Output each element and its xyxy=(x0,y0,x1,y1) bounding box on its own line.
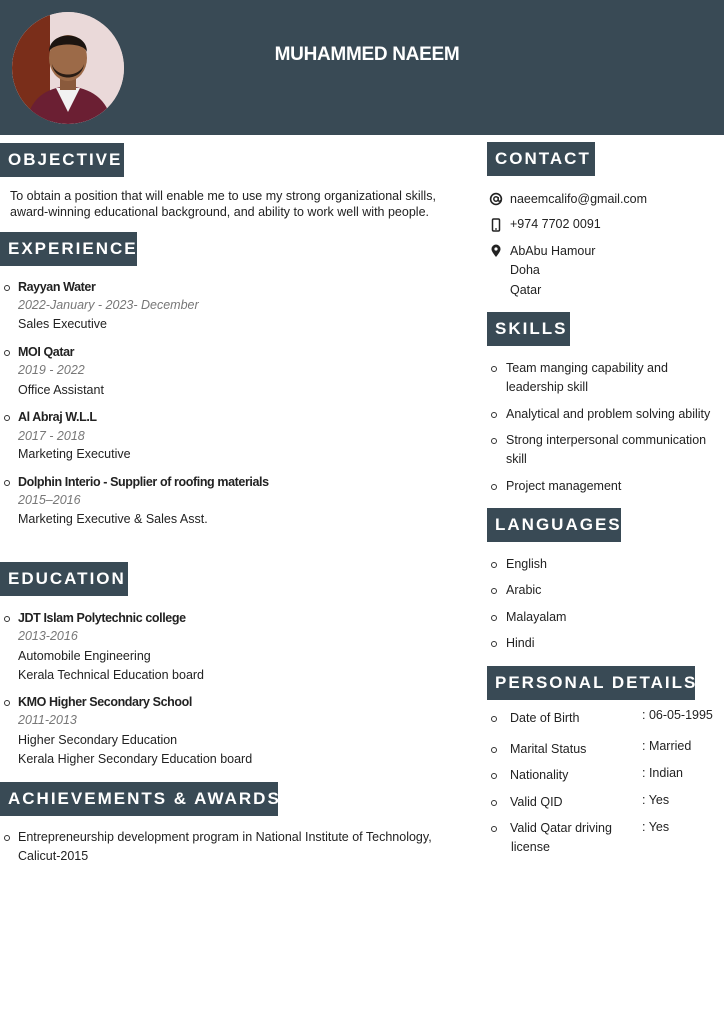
objective-heading: OBJECTIVE xyxy=(0,143,124,177)
personal-value: : Yes xyxy=(642,793,670,807)
personal-label: Marital Status xyxy=(510,742,587,756)
personal-value: : 06-05-1995 xyxy=(642,708,713,722)
skill-item: leadership skill xyxy=(506,380,588,394)
personal-label: Nationality xyxy=(510,768,569,782)
experience-period: 2019 - 2022 xyxy=(18,363,85,377)
at-icon xyxy=(489,192,503,206)
personal-label: Valid Qatar driving xyxy=(510,821,612,835)
person-photo-icon xyxy=(12,12,124,124)
bullet-icon xyxy=(491,641,497,647)
profile-photo xyxy=(12,12,124,124)
personal-value: : Indian xyxy=(642,766,684,780)
personal-value: : Yes xyxy=(642,820,670,834)
education-board: Kerala Higher Secondary Education board xyxy=(18,752,253,766)
bullet-icon xyxy=(491,484,497,490)
candidate-name: MUHAMMED NAEEM xyxy=(274,44,460,65)
experience-role: Office Assistant xyxy=(18,383,104,397)
contact-address-line: AbAbu Hamour xyxy=(510,244,596,258)
location-pin-icon xyxy=(489,244,503,258)
education-school: JDT Islam Polytechnic college xyxy=(18,611,186,625)
bullet-icon xyxy=(491,588,497,594)
bullet-icon xyxy=(491,412,497,418)
objective-line: To obtain a position that will enable me to use my strong organizational skills, xyxy=(10,189,436,203)
achievement-line: Entrepreneurship development program in National Institute of Technology, xyxy=(18,830,432,844)
phone-icon xyxy=(489,218,503,232)
contact-heading: CONTACT xyxy=(487,142,595,176)
bullet-icon xyxy=(4,700,10,706)
language-item: Hindi xyxy=(506,636,535,650)
bullet-icon xyxy=(491,615,497,621)
bullet-icon xyxy=(491,438,497,444)
contact-address-line: Qatar xyxy=(510,283,542,297)
experience-company: MOI Qatar xyxy=(18,345,75,359)
language-item: English xyxy=(506,557,547,571)
contact-email: naeemcalifo@gmail.com xyxy=(510,192,648,206)
bullet-icon xyxy=(491,773,497,779)
education-board: Kerala Technical Education board xyxy=(18,668,205,682)
experience-period: 2015–2016 xyxy=(18,493,81,507)
bullet-icon xyxy=(4,350,10,356)
achievements-heading: ACHIEVEMENTS & AWARDS xyxy=(0,782,278,816)
personal-details-heading: PERSONAL DETAILS xyxy=(487,666,695,700)
education-course: Automobile Engineering xyxy=(18,649,151,663)
experience-period: 2022-January - 2023- December xyxy=(18,298,199,312)
experience-role: Marketing Executive xyxy=(18,447,131,461)
experience-role: Marketing Executive & Sales Asst. xyxy=(18,512,208,526)
personal-label: Valid QID xyxy=(510,795,563,809)
language-item: Arabic xyxy=(506,583,542,597)
achievement-line: Calicut-2015 xyxy=(18,849,89,863)
personal-value: : Married xyxy=(642,739,692,753)
experience-company: Al Abraj W.L.L xyxy=(18,410,97,424)
contact-phone: +974 7702 0091 xyxy=(510,217,601,231)
languages-heading: LANGUAGES xyxy=(487,508,621,542)
experience-role: Sales Executive xyxy=(18,317,107,331)
skills-heading: SKILLS xyxy=(487,312,570,346)
contact-address-line: Doha xyxy=(510,263,540,277)
skill-item: skill xyxy=(506,452,527,466)
skill-item: Team manging capability and xyxy=(506,361,668,375)
bullet-icon xyxy=(4,835,10,841)
education-period: 2013-2016 xyxy=(18,629,78,643)
skill-item: Analytical and problem solving ability xyxy=(506,407,711,421)
bullet-icon xyxy=(491,562,497,568)
education-school: KMO Higher Secondary School xyxy=(18,695,192,709)
skill-item: Project management xyxy=(506,479,622,493)
personal-label: Date of Birth xyxy=(510,711,580,725)
skill-item: Strong interpersonal communication xyxy=(506,433,707,447)
language-item: Malayalam xyxy=(506,610,567,624)
experience-company: Dolphin Interio - Supplier of roofing materials xyxy=(18,475,269,489)
bullet-icon xyxy=(4,616,10,622)
bullet-icon xyxy=(491,826,497,832)
bullet-icon xyxy=(4,480,10,486)
education-heading: EDUCATION xyxy=(0,562,128,596)
objective-line: award-winning educational background, and ability to work well with people. xyxy=(10,205,429,219)
personal-label: license xyxy=(511,840,550,854)
experience-period: 2017 - 2018 xyxy=(18,429,85,443)
experience-company: Rayyan Water xyxy=(18,280,96,294)
bullet-icon xyxy=(491,366,497,372)
bullet-icon xyxy=(4,285,10,291)
bullet-icon xyxy=(4,415,10,421)
education-course: Higher Secondary Education xyxy=(18,733,178,747)
education-period: 2011-2013 xyxy=(18,713,77,727)
bullet-icon xyxy=(491,716,497,722)
bullet-icon xyxy=(491,800,497,806)
experience-heading: EXPERIENCE xyxy=(0,232,137,266)
bullet-icon xyxy=(491,747,497,753)
